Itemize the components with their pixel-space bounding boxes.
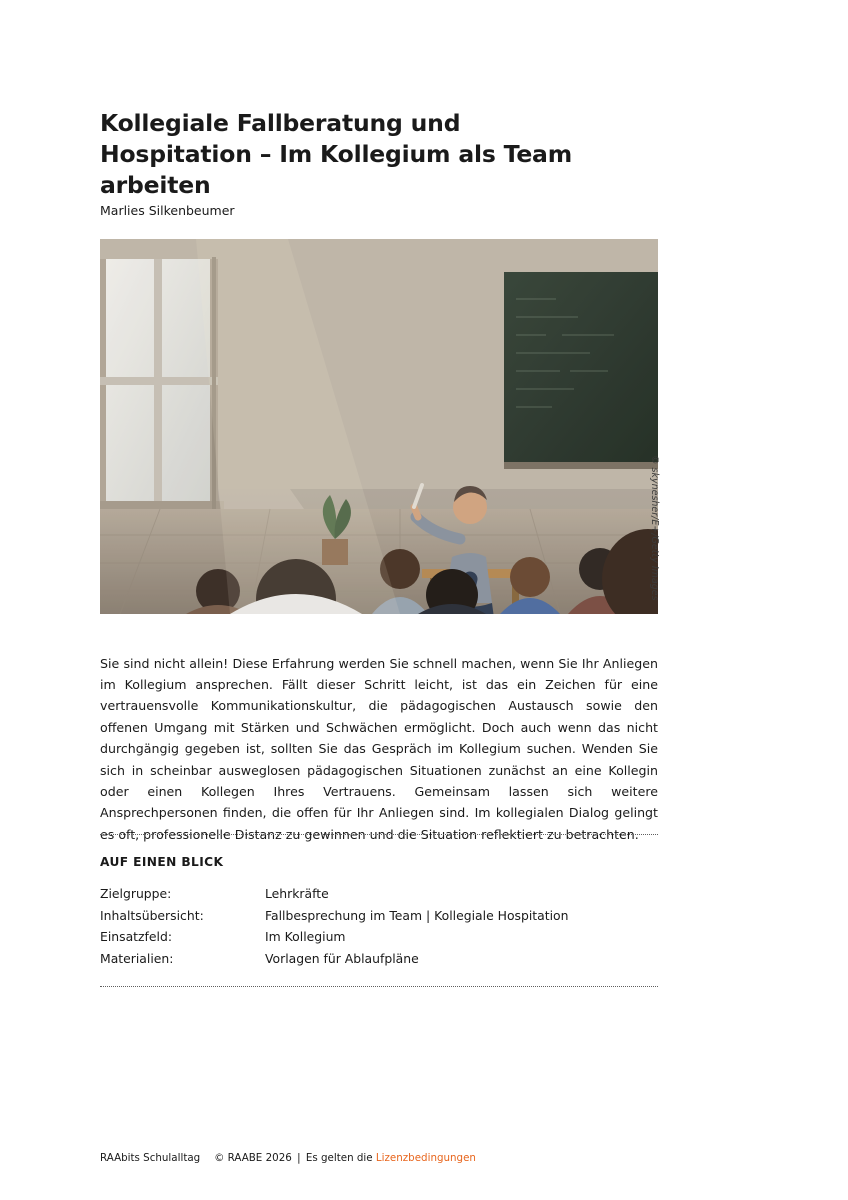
table-row: [100, 951, 658, 973]
image-credit: © skynesher/E+/Getty Images: [649, 455, 660, 601]
footer-separator: |: [297, 1152, 301, 1164]
classroom-photo: [100, 239, 658, 614]
divider-top: [100, 834, 658, 835]
footer-space: [204, 1152, 211, 1164]
divider-bottom: [100, 986, 658, 987]
row-label: Einsatzfeld:: [100, 929, 173, 944]
footer-notice: Es gelten die: [305, 1152, 373, 1164]
license-terms-link[interactable]: Lizenzbedingungen: [375, 1152, 476, 1164]
intro-paragraph: Sie sind nicht allein! Diese Erfahrung werden Sie schnell machen, wenn Sie Ihr Anliegen im Kollegium ansprechen. Fällt dieser Schritt leicht, ist das ein Zeichen für eine vertrauensvolle Kommunikationskultur, die pädagogischen Austausch sowie den offenen Umgang mit Stärken und Schwächen ermöglicht. Doch auch wenn das nicht durchgängig gegeben ist, sollten Sie das Gespräch im Kollegium suchen. Wenden Sie sich in scheinbar ausweglosen pädagogischen Situationen zunächst an eine Kollegin oder einen Kollegen Ihres Vertrauens. Gemeinsam lassen sich weitere Ansprechpersonen finden, die offen für Ihr Anliegen sind. Im kollegialen Dialog gelingt es oft, professionelle Distanz zu gewinnen und die Situation reflektiert zu betrachten.: [100, 655, 658, 842]
table-row: [100, 908, 658, 930]
row-label: Zielgruppe:: [100, 886, 172, 901]
page-footer: [100, 1152, 476, 1164]
table-row: [100, 886, 658, 908]
row-value: Vorlagen für Ablaufpläne: [265, 950, 419, 966]
row-value: Fallbesprechung im Team | Kollegiale Hospitation: [265, 907, 569, 923]
author-name: Marlies Silkenbeumer: [100, 203, 235, 218]
overview-table: [100, 886, 658, 972]
table-row: [100, 929, 658, 951]
footer-copyright: © RAABE 2026: [214, 1152, 292, 1164]
classroom-photo-illustration: [100, 239, 658, 614]
row-label: Inhaltsübersicht:: [100, 907, 204, 923]
row-value: Lehrkräfte: [265, 886, 329, 901]
page-title: Kollegiale Fallberatung und Hospitation – Im Kollegium als Team arbeiten: [100, 108, 572, 199]
overview-heading: AUF EINEN BLICK: [100, 855, 224, 869]
footer-series: RAAbits Schulalltag: [100, 1152, 201, 1164]
row-label: Materialien:: [100, 950, 174, 966]
row-value: Im Kollegium: [265, 929, 346, 944]
